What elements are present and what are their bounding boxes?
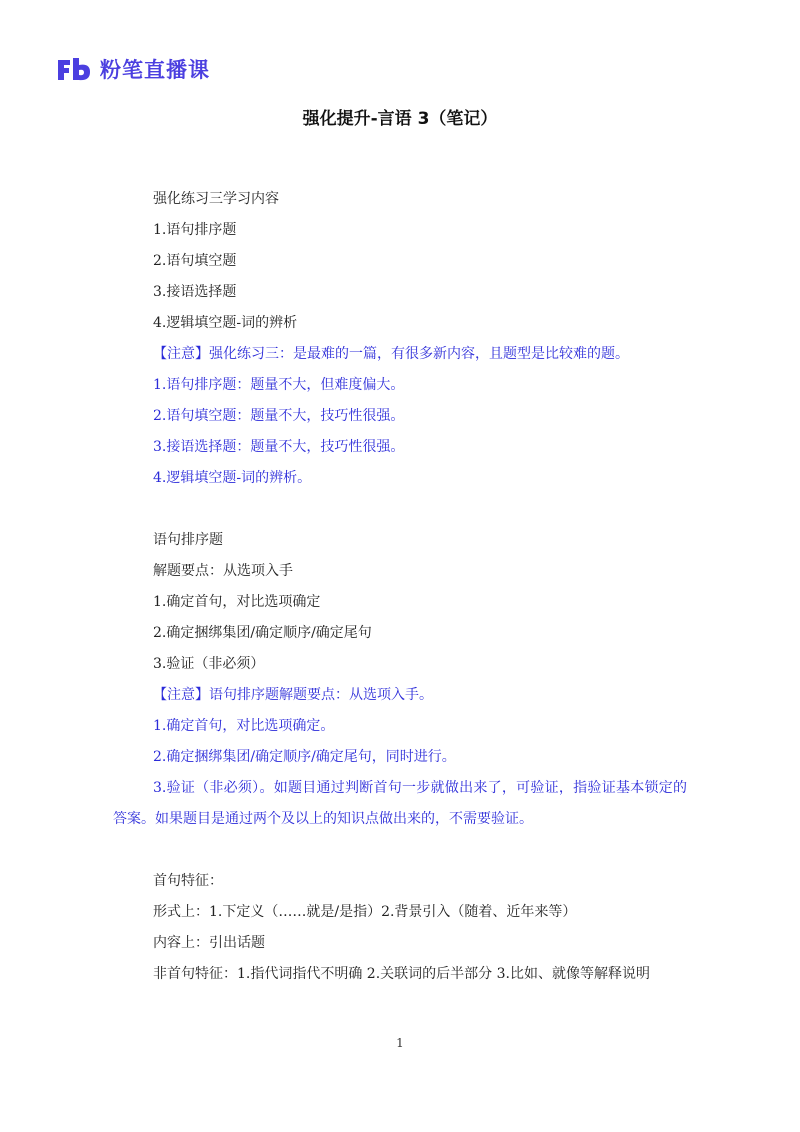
section2-item: 2.确定捆绑集团/确定顺序/确定尾句	[153, 625, 372, 641]
section2-item: 3.验证（非必须）	[153, 656, 265, 672]
section1-note-item: 1.语句排序题：题量不大，但难度偏大。	[153, 377, 405, 393]
section1-item: 2.语句填空题	[153, 253, 237, 269]
section3-heading: 首句特征：	[153, 873, 223, 889]
section1-note-item: 3.接语选择题：题量不大，技巧性很强。	[153, 439, 405, 455]
section1-item: 4.逻辑填空题-词的辨析	[153, 315, 298, 331]
section1-heading: 强化练习三学习内容	[153, 191, 279, 207]
spacer	[113, 494, 687, 525]
section2-note: 【注意】语句排序题解题要点：从选项入手。	[153, 687, 433, 703]
section2-note-item: 2.确定捆绑集团/确定顺序/确定尾句，同时进行。	[153, 749, 456, 765]
section1-note: 【注意】强化练习三：是最难的一篇，有很多新内容，且题型是比较难的题。	[153, 346, 629, 362]
section3-content: 内容上：引出话题	[153, 935, 265, 951]
brand-logo	[56, 54, 210, 84]
section1-item: 1.语句排序题	[153, 222, 237, 238]
document-body	[113, 184, 687, 990]
section2-note-paragraph: 3.验证（非必须）。如题目通过判断首句一步就做出来了，可验证，指验证基本锁定的答案。如果题目是通过两个及以上的知识点做出来的，不需要验证。	[113, 780, 687, 827]
section2-subheading: 解题要点：从选项入手	[153, 563, 293, 579]
spacer	[113, 835, 687, 866]
brand-name: 粉笔直播课	[100, 58, 210, 82]
section3-form: 形式上：1.下定义（……就是/是指）2.背景引入（随着、近年来等）	[153, 904, 577, 920]
section1-note-item: 4.逻辑填空题-词的辨析。	[153, 470, 312, 486]
section1-item: 3.接语选择题	[153, 284, 237, 300]
section1-note-item: 2.语句填空题：题量不大，技巧性很强。	[153, 408, 405, 424]
page-number: 1	[396, 1036, 404, 1050]
section3-non-first: 非首句特征：1.指代词指代不明确 2.关联词的后半部分 3.比如、就像等解释说明	[153, 966, 650, 982]
section2-item: 1.确定首句，对比选项确定	[153, 594, 321, 610]
document-title: 强化提升-言语 3（笔记）	[302, 109, 498, 129]
fb-logo-icon	[56, 55, 92, 83]
section2-heading: 语句排序题	[153, 532, 223, 548]
section2-note-item: 1.确定首句，对比选项确定。	[153, 718, 335, 734]
